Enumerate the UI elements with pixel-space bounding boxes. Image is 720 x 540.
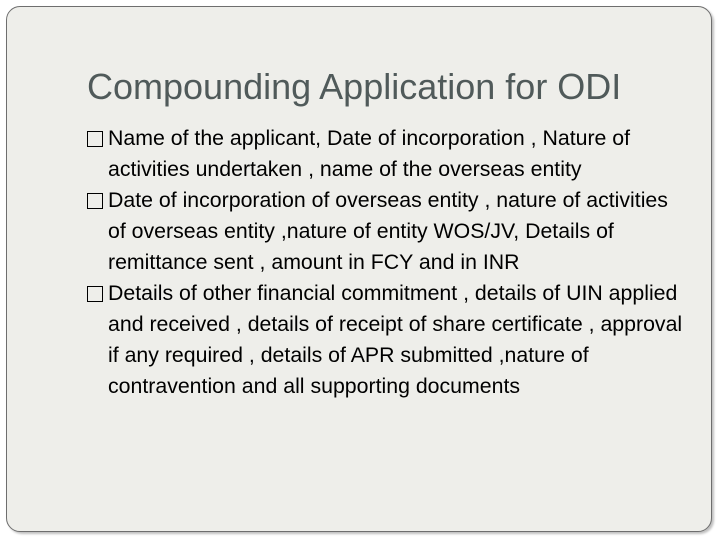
bullet-text: Name of the applicant, Date of incorporation , Nature of activities undertaken , name of the overseas entity [108, 126, 631, 181]
bullet-item [87, 185, 687, 278]
bullet-list [87, 123, 687, 402]
slide-title: Compounding Application for ODI [87, 66, 622, 107]
square-bullet-icon [87, 193, 103, 209]
square-bullet-icon [87, 131, 103, 147]
bullet-item [87, 278, 687, 402]
slide-frame [6, 6, 712, 532]
square-bullet-icon [87, 286, 103, 302]
bullet-item [87, 123, 687, 185]
bullet-text: Date of incorporation of overseas entity , nature of activities of overseas entity ,nature of entity WOS/JV, Details of remittance sent , amount in FCY and in INR [108, 188, 668, 274]
bullet-text: Details of other financial commitment , details of UIN applied and received , details of receipt of share certificate , approval if any required , details of APR submitted ,nature of contravention and all supporting documents [108, 281, 683, 398]
